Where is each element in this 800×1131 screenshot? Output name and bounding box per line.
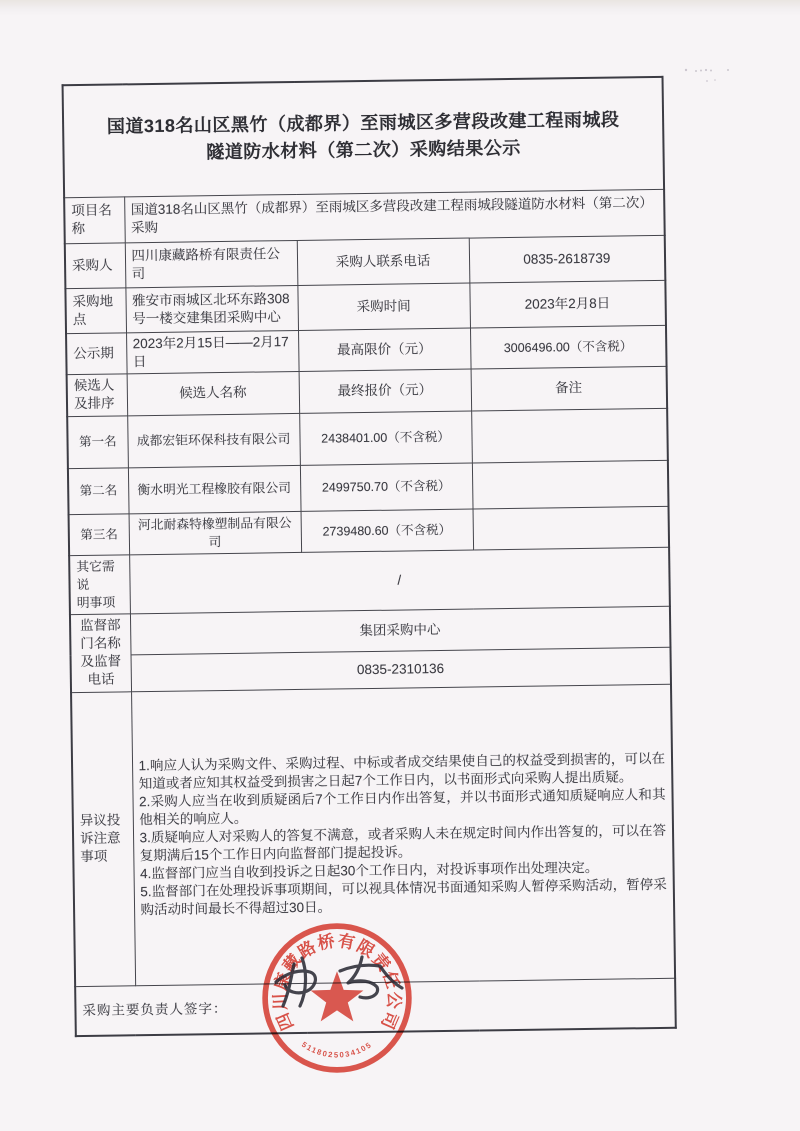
purchaser-value: 四川康藏路桥有限责任公司 <box>125 240 298 287</box>
table-row <box>64 189 665 243</box>
seal-company-text: 四川康藏路桥有限责任公司 <box>270 931 404 1034</box>
candidate-bid: 2438401.00（不含税） <box>299 411 472 465</box>
candidate-remark <box>473 506 670 550</box>
candidate-rank: 第三名 <box>69 513 130 555</box>
title-line-1: 国道318名山区黑竹（成都界）至雨城区多营段改建工程雨城段 <box>106 109 620 137</box>
title-line-2: 隧道防水材料（第二次）采购结果公示 <box>206 138 521 163</box>
candidate-remark <box>472 460 669 509</box>
candidates-remark-header: 备注 <box>471 366 668 411</box>
supervision-phone: 0835-2310136 <box>131 647 671 692</box>
other-notes-value: / <box>129 547 670 614</box>
other-notes-label: 其它需说 明事项 <box>69 554 130 614</box>
purchase-time-value: 2023年2月8日 <box>469 280 666 328</box>
table-row <box>69 547 670 614</box>
announcement-table <box>62 76 675 1018</box>
candidates-bid-header: 最终报价（元） <box>299 369 472 413</box>
location-value: 雅安市雨城区北环东路308号一楼交建集团采购中心 <box>125 285 298 332</box>
objection-text: 1.响应人认为采购文件、采购过程、中标或者成交结果使自己的权益受到损害的，可以在知道或者应知其权益受到损害之日起7个工作日内，以书面形式向采购人提出质疑。 2.采购人应当在收到质疑函后7个工作日内作出答复，并以书面形式通知质疑响应人和其他相关的响应人。 3.质疑响应人对采购人的答复不满意，或者采购人未在规定时间内作出答复的，可以在答复期满后15个工作日内向监督部门提起投诉。 4.监督部门应当自收到投诉之日起30个工作日内，对投诉事项作出处理决定。 5.监督部门在处理投诉事项期间，可以视具体情况书面通知采购人暂停采购活动，暂停采购活动时间最长不得超过30日。 <box>131 684 675 986</box>
purchase-time-label: 采购时间 <box>297 283 470 330</box>
purchaser-phone-value: 0835-2618739 <box>469 235 666 283</box>
candidate-rank: 第二名 <box>68 467 129 514</box>
handwritten-signature <box>264 938 424 1030</box>
candidates-rank-header: 候选人 及排序 <box>67 373 128 416</box>
supervision-label: 监督部 门名称 及监督 电话 <box>70 613 131 692</box>
candidate-name: 衡水明光工程橡胶有限公司 <box>128 465 301 513</box>
publicity-period-label: 公示期 <box>66 332 127 374</box>
candidate-bid: 2739480.60（不含税） <box>301 509 474 552</box>
pencil-smudge-marks <box>682 64 752 86</box>
candidate-bid: 2499750.70（不含税） <box>300 463 473 511</box>
candidates-name-header: 候选人名称 <box>127 371 300 415</box>
scan-edge-shadow <box>0 0 800 16</box>
project-name-label: 项目名 称 <box>64 196 125 243</box>
max-price-label: 最高限价（元） <box>298 328 471 371</box>
location-label: 采购地 点 <box>65 287 126 333</box>
signature-line: 采购主要负责人签字： <box>75 978 676 1036</box>
candidate-name: 成都宏钜环保科技有限公司 <box>127 413 300 467</box>
seal-registration-number: 5118025034105 <box>300 1039 374 1060</box>
candidate-name: 河北耐森特橡塑制品有限公司 <box>129 511 302 554</box>
objection-label: 异议投 诉注意 事项 <box>71 691 135 986</box>
document-title <box>63 77 665 197</box>
purchaser-phone-label: 采购人联系电话 <box>297 238 470 285</box>
candidate-remark <box>471 408 668 463</box>
max-price-value: 3006496.00（不含税） <box>470 325 667 369</box>
supervision-department: 集团采购中心 <box>130 606 671 655</box>
candidate-rank: 第一名 <box>67 415 128 468</box>
table-row <box>68 460 669 514</box>
table-row <box>63 77 665 197</box>
svg-text:5118025034105 <box>300 1040 374 1060</box>
publicity-period-value: 2023年2月15日——2月17日 <box>126 330 299 373</box>
table-row <box>67 408 668 468</box>
purchaser-label: 采购人 <box>65 242 126 288</box>
project-name-value: 国道318名山区黑竹（成都界）至雨城区多营段改建工程雨城段隧道防水材料（第二次）采购 <box>124 189 665 243</box>
